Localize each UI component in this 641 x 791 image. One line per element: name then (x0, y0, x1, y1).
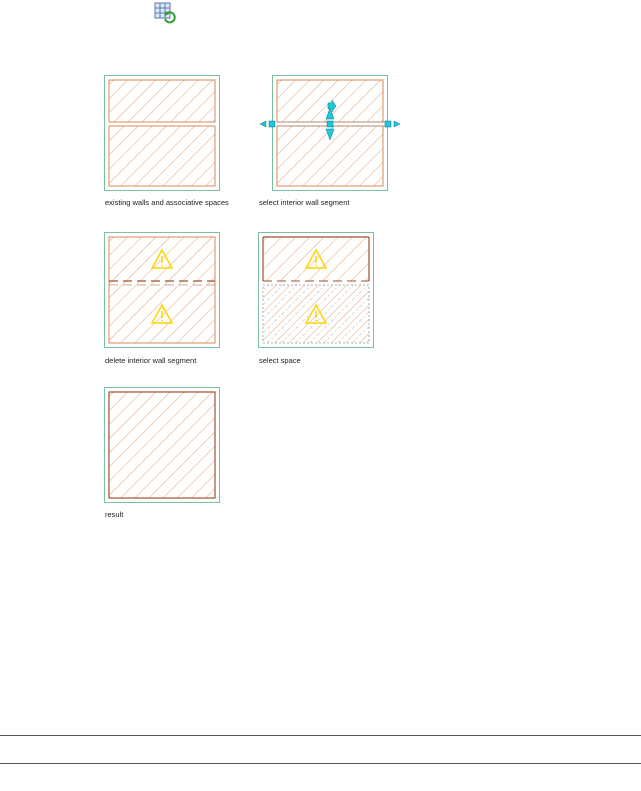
panel-existing-walls (104, 75, 220, 191)
caption-existing: existing walls and associative spaces (105, 198, 229, 207)
divider-top (0, 735, 641, 736)
caption-result: result (105, 510, 124, 519)
caption-select-space: select space (259, 356, 301, 365)
panel-select-wall (272, 75, 388, 191)
space-lower (109, 126, 215, 186)
caption-delete-wall: delete interior wall segment (105, 356, 197, 365)
space-upper (109, 80, 215, 122)
caption-select-wall: select interior wall segment (259, 198, 350, 207)
panel-result (104, 387, 220, 503)
panel-select-space (258, 232, 374, 348)
divider-bottom (0, 763, 641, 764)
space-update-icon[interactable] (154, 2, 176, 24)
panel-delete-wall (104, 232, 220, 348)
